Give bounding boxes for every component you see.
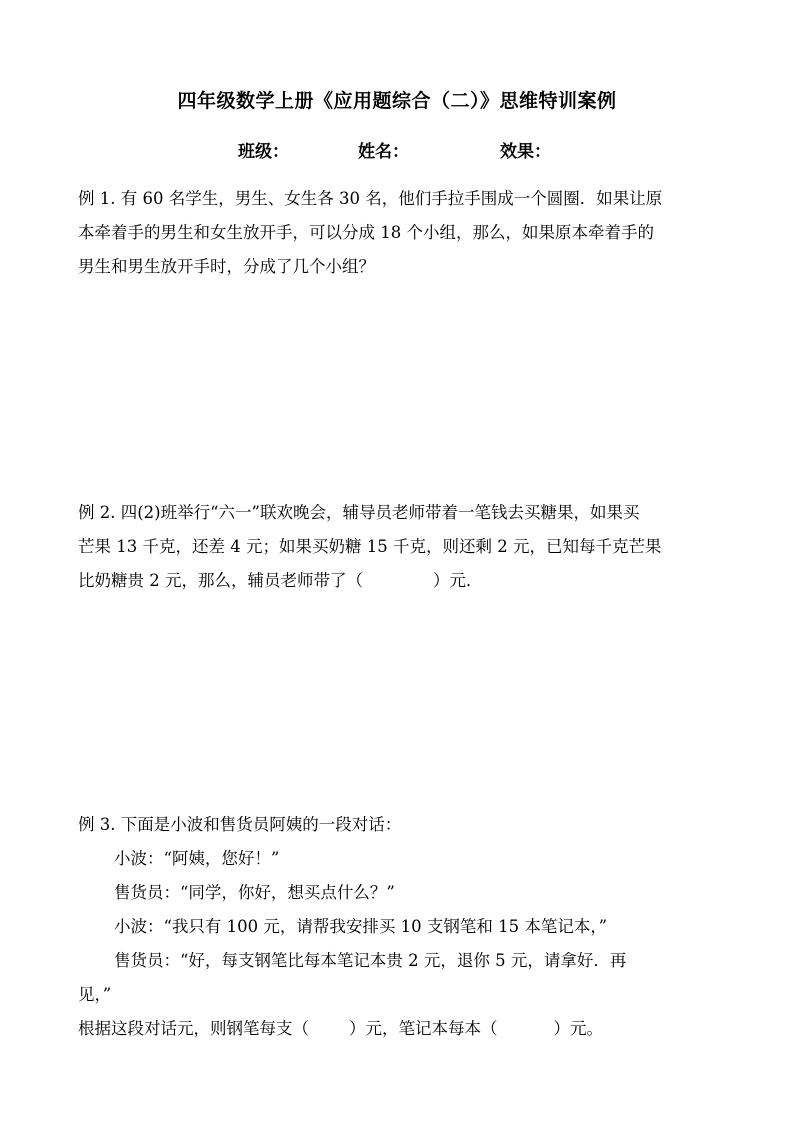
example-1-line-1: 例 1. 有 60 名学生，男生、女生各 30 名，他们手拉手围成一个圆圈．如果让原 [78,189,663,208]
result-label: 效果： [500,142,551,162]
example-2-line-3 [78,564,728,598]
dialogue-line-2: 售货员：“同学，你好，想买点什么？” [114,883,395,902]
student-info-row [0,137,794,163]
dialogue-line-3: 小波：“我只有 100 元，请帮我安排买 10 支钢笔和 15 本笔记本，” [114,917,608,936]
page-title: 四年级数学上册《应用题综合（二）》思维特训案例 [177,90,617,112]
example-2-line-1: 例 2. 四(2)班举行“六一”联欢晚会，辅导员老师带着一笔钱去买糖果，如果买 [78,503,640,522]
class-label: 班级： [238,142,289,162]
example-2-line-3-text: 比奶糖贵 2 元，那么，辅员老师带了（ [78,571,363,590]
example-3-question [78,1012,728,1046]
dialogue-line-4-cont: 见，” [78,985,112,1004]
question-part-1: 根据这段对话元，则钢笔每支（ [78,1019,309,1038]
example-1-line-2: 本牵着手的男生和女生放开手，可以分成 18 个小组，那么，如果原本牵着手的 [78,223,654,242]
example-1-line-3: 男生和男生放开手时，分成了几个小组？ [78,257,375,276]
example-3 [78,808,728,1046]
dialogue-line-4: 售货员：“好，每支钢笔比每本笔记本贵 2 元，退你 5 元，请拿好．再 [114,951,627,970]
example-1 [78,182,728,284]
dialogue-line-1: 小波：“阿姨，您好！” [114,849,280,868]
question-part-2: ）元，笔记本每本（ [349,1019,498,1038]
question-part-3: ）元。 [553,1019,603,1038]
example-3-intro: 例 3. 下面是小波和售货员阿姨的一段对话： [78,815,402,834]
example-2-line-2: 芒果 13 千克，还差 4 元；如果买奶糖 15 千克，则还剩 2 元，已知每千克芒果 [78,537,662,556]
name-label: 姓名： [358,142,409,162]
example-2 [78,496,728,598]
example-2-line-3-end: ）元． [433,571,483,590]
